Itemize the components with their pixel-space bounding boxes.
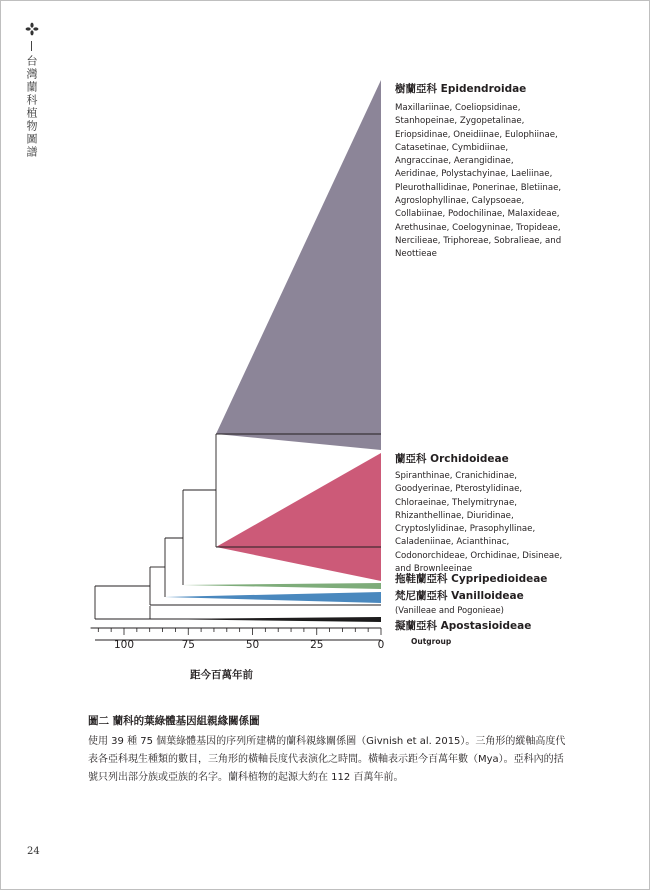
member-line: Arethusinae, Coelogyninae, Tropideae, (395, 222, 561, 233)
group-title: 擬蘭亞科 Apostasioideae (395, 620, 532, 632)
x-axis-tick-label: 100 (113, 639, 135, 651)
x-axis-tick-label: 50 (245, 639, 260, 651)
epidendroideae-clade (216, 80, 381, 450)
cypripedioideae-clade (183, 583, 381, 589)
group-cypripedioideae (395, 571, 547, 586)
group-title: 拖鞋蘭亞科 Cypripedioideae (395, 573, 548, 585)
group-epidendroideae (395, 81, 585, 262)
group-note: (Vanilleae and Pogonieae) (395, 605, 504, 615)
x-axis-tick-label: 75 (181, 639, 195, 651)
running-head: 台灣蘭科植物圖譜 (25, 55, 38, 159)
orchidoideae-clade (216, 453, 381, 581)
member-line: Catasetinae, Cymbidiinae, (395, 142, 509, 153)
member-line: Caladeniinae, Acianthinac, (395, 537, 510, 548)
group-apostasioideae (395, 618, 531, 633)
group-orchidoideae (395, 451, 585, 576)
page-number: 24 (27, 846, 40, 857)
apostasioideae-clade (150, 617, 381, 622)
vanilloideae-clade (165, 592, 381, 603)
member-line: Collabiinae, Podochilinae, Malaxideae, (395, 209, 560, 220)
member-line: Stanhopeinae, Zygopetalinae, (395, 116, 525, 127)
figure-title: 圖二 蘭科的葉綠體基因組親緣關係圖 (88, 715, 260, 727)
member-line: Codonorchideae, Orchidinae, Disineae, (395, 550, 563, 561)
member-line: Eriopsidinae, Oneidiinae, Eulophiinae, (395, 129, 558, 140)
member-line: Rhizanthellinae, Diuridinae, (395, 510, 514, 521)
member-line: Nercilieae, Triphoreae, Sobralieae, and (395, 235, 562, 246)
member-line: Aeridinae, Polystachyinae, Laeliinae, (395, 169, 553, 180)
group-members (395, 102, 585, 262)
group-title: 蘭亞科 Orchidoideae (395, 453, 509, 465)
group-title: 樹蘭亞科 Epidendroidae (395, 83, 527, 95)
x-axis-tick-label: 25 (310, 639, 324, 651)
member-line: Goodyerinae, Pterostylidinae, (395, 484, 523, 495)
group-vanilloideae (395, 588, 524, 615)
figure-caption (88, 713, 568, 787)
group-title: 梵尼蘭亞科 Vanilloideae (395, 590, 524, 602)
member-line: Pleurothallidinae, Ponerinae, Bletiinae, (395, 182, 562, 193)
x-axis-tick-label: 0 (377, 639, 385, 651)
member-line: Angraccinae, Aerangidinae, (395, 156, 514, 167)
x-axis-title: 距今百萬年前 (190, 669, 253, 681)
figure-text: 使用 39 種 75 個葉綠體基因的序列所建構的蘭科親緣關係圖（Givnish et al. 2015）。三角形的縱軸高度代表各亞科現生種類的數目，三角形的橫軸長度代表演化之時間。橫軸表示距今百萬年數（Mya）。亞科內的括號只列出部分族或亞族的名字。蘭科植物的起源大約在 112 百萬年前。 (88, 736, 566, 783)
member-line: Agroslophyllinae, Calypsoeae, (395, 196, 525, 207)
outgroup-label: Outgroup (411, 637, 452, 646)
member-line: and Brownleeinae (395, 564, 473, 575)
member-line: Cryptoslylidinae, Prasophyllinae, (395, 524, 536, 535)
member-line: Spiranthinae, Cranichidinae, (395, 471, 517, 481)
member-line: Chloraeinae, Thelymitrynae, (395, 497, 517, 508)
group-members (395, 470, 585, 576)
member-line: Neottieae (395, 249, 437, 260)
member-line: Maxillariinae, Coeliopsidinae, (395, 103, 521, 113)
